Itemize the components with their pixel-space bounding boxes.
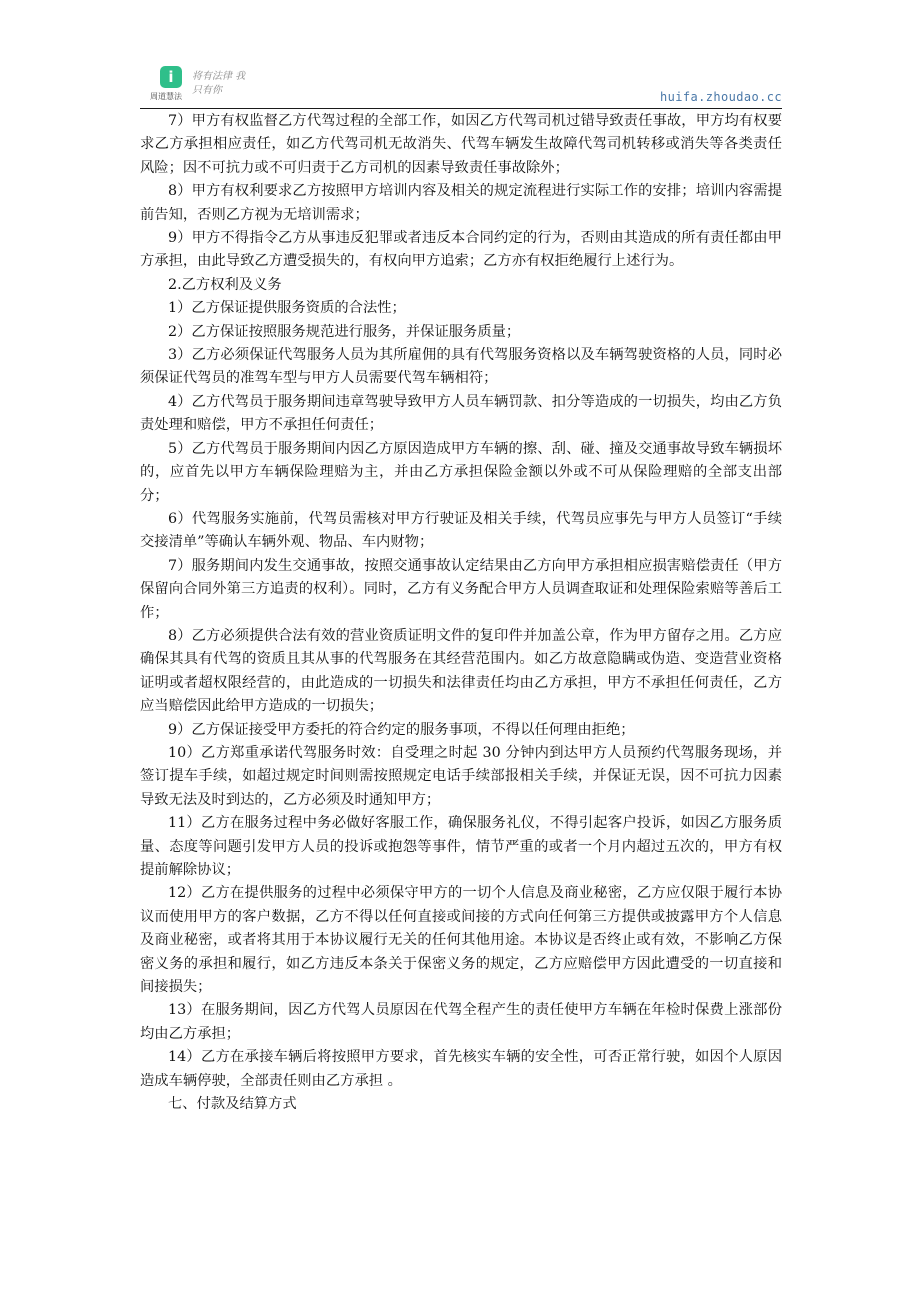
clause-paragraph: 11）乙方在服务过程中务必做好客服工作，确保服务礼仪，不得引起客户投诉，如因乙方服务质量、态度等问题引发甲方人员的投诉或抱怨等事件，情节严重的或者一个月内超过五次的，甲方有权提前解除协议； [140, 815, 782, 878]
page-header [140, 62, 782, 109]
site-url-link[interactable]: huifa.zhoudao.cc [660, 90, 782, 104]
clause-paragraph: 4）乙方代驾员于服务期间违章驾驶导致甲方人员车辆罚款、扣分等造成的一切损失，均由乙方负责处理和赔偿，甲方不承担任何责任； [140, 393, 782, 434]
logo-slogan: 将有法律 我只有你 [192, 71, 246, 96]
clause-paragraph: 1）乙方保证提供服务资质的合法性； [168, 300, 406, 317]
site-logo[interactable] [140, 62, 260, 106]
clause-paragraph: 8）甲方有权利要求乙方按照甲方培训内容及相关的规定流程进行实际工作的安排；培训内容需提前告知，否则乙方视为无培训需求； [140, 183, 782, 223]
clause-paragraph: 9）甲方不得指令乙方从事违反犯罪或者违反本合同约定的行为，否则由其造成的所有责任都由甲方承担，由此导致乙方遭受损失的，有权向甲方追索；乙方亦有权拒绝履行上述行为。 [140, 230, 782, 270]
clause-paragraph: 12）乙方在提供服务的过程中必须保守甲方的一切个人信息及商业秘密，乙方应仅限于履行本协议而使用甲方的客户数据，乙方不得以任何直接或间接的方式向任何第三方提供或披露甲方个人信息及商业秘密，或者将其用于本协议履行无关的任何其他用途。本协议是否终止或有效，不影响乙方保密义务的承担和履行，如乙方违反本条关于保密义务的规定，乙方应赔偿甲方因此遭受的一切直接和间接损失； [140, 885, 782, 996]
section-heading: 七、付款及结算方式 [168, 1096, 297, 1113]
clause-paragraph: 3）乙方必须保证代驾服务人员为其所雇佣的具有代驾服务资格以及车辆驾驶资格的人员，同时必须保证代驾员的准驾车型与甲方人员需要代驾车辆相符； [140, 347, 782, 387]
clause-paragraph: 9）乙方保证接受甲方委托的符合约定的服务事项，不得以任何理由拒绝； [168, 721, 635, 738]
clause-paragraph: 8）乙方必须提供合法有效的营业资质证明文件的复印件并加盖公章，作为甲方留存之用。乙方应确保其具有代驾的资质且其从事的代驾服务在其经营范围内。如乙方故意隐瞒或伪造、变造营业资格证明或者超权限经营的，由此造成的一切损失和法律责任均由乙方承担，甲方不承担任何责任，乙方应当赔偿因此给甲方造成的一切损失； [140, 627, 782, 715]
clause-paragraph: 6）代驾服务实施前，代驾员需核对甲方行驶证及相关手续，代驾员应事先与甲方人员签订“手续交接清单”等确认车辆外观、物品、车内财物； [140, 510, 782, 551]
logo-icon: i [160, 66, 182, 88]
clause-paragraph: 10）乙方郑重承诺代驾服务时效：自受理之时起 30 分钟内到达甲方人员预约代驾服务现场，并签订提车手续，如超过规定时间则需按照规定电话手续部报相关手续，并保证无误，因不可抗力因素导致无法及时到达的，乙方必须及时通知甲方； [140, 744, 782, 808]
clause-paragraph: 14）乙方在承接车辆后将按照甲方要求，首先核实车辆的安全性，可否正常行驶，如因个人原因造成车辆停驶，全部责任则由乙方承担 。 [140, 1049, 782, 1089]
clause-paragraph: 13）在服务期间，因乙方代驾人员原因在代驾全程产生的责任使甲方车辆在年检时保费上涨部份均由乙方承担； [140, 1002, 782, 1042]
clause-paragraph: 2）乙方保证按照服务规范进行服务，并保证服务质量； [168, 323, 521, 340]
logo-name: 周道慧法 [150, 92, 182, 101]
section-heading: 2.乙方权利及义务 [168, 276, 282, 293]
document-body [140, 110, 782, 1116]
clause-paragraph: 7）甲方有权监督乙方代驾过程的全部工作，如因乙方代驾司机过错导致责任事故，甲方均有权要求乙方承担相应责任，如乙方代驾司机无故消失、代驾车辆发生故障代驾司机转移或消失等各类责任风险；因不可抗力或不可归责于乙方司机的因素导致责任事故除外； [140, 113, 782, 176]
clause-paragraph: 5）乙方代驾员于服务期间内因乙方原因造成甲方车辆的擦、刮、碰、撞及交通事故导致车辆损坏的，应首先以甲方车辆保险理赔为主，并由乙方承担保险金额以外或不可从保险理赔的全部支出部分； [140, 440, 782, 504]
clause-paragraph: 7）服务期间内发生交通事故，按照交通事故认定结果由乙方向甲方承担相应损害赔偿责任（甲方保留向合同外第三方追责的权利）。同时，乙方有义务配合甲方人员调查取证和处理保险索赔等善后工作； [140, 557, 782, 621]
